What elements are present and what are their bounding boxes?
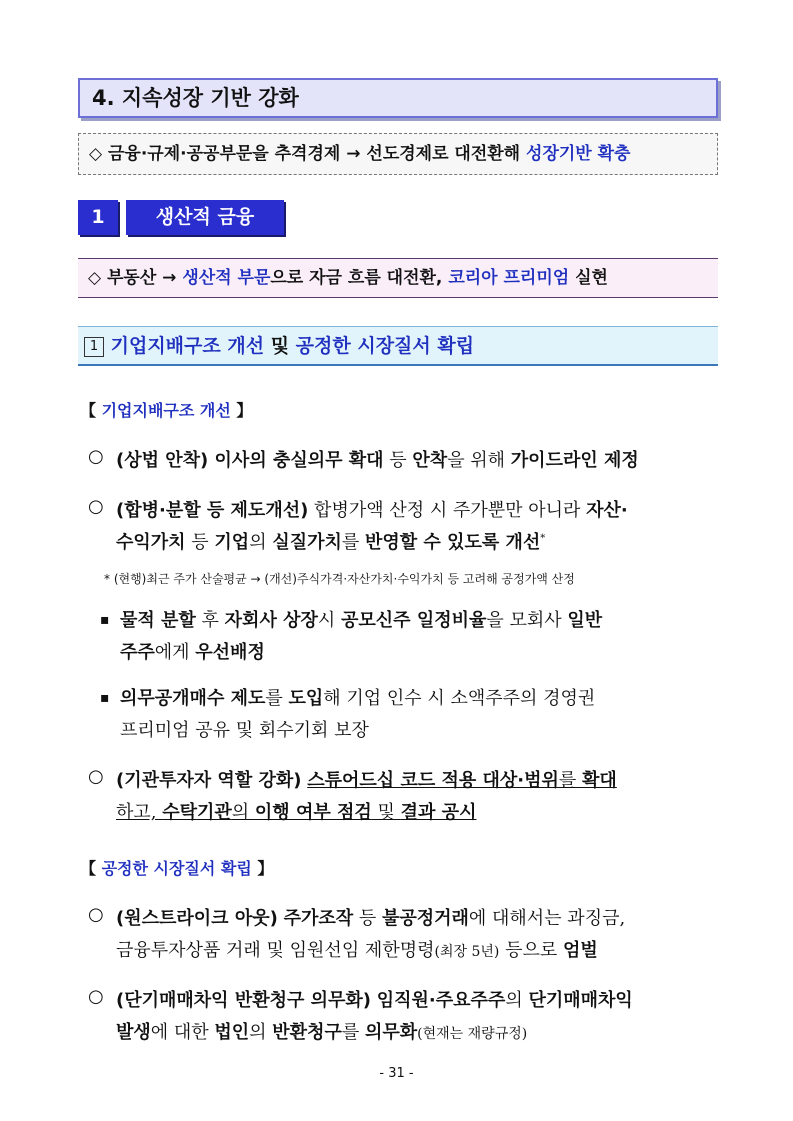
topic-title: 1 기업지배구조 개선 및 공정한 시장질서 확립 bbox=[78, 326, 718, 366]
sub-item: ▪ bbox=[100, 690, 110, 706]
list-item-text: (기관투자자 역할 강화) 스튜어드십 코드 적용 대상·범위를 확대 bbox=[116, 770, 617, 791]
list-item: ○ bbox=[88, 446, 104, 467]
heading-governance: 【 기업지배구조 개선 】 bbox=[80, 401, 253, 420]
list-item-text-cont: 하고, 수탁기관의 이행 여부 점검 및 결과 공시 bbox=[116, 802, 477, 823]
list-item-text: (원스트라이크 아웃) 주가조작 등 불공정거래에 대해서는 과징금, bbox=[116, 908, 626, 929]
list-item-text-cont: 금융투자상품 거래 및 임원선임 제한명령(최장 5년) 등으로 엄벌 bbox=[116, 940, 598, 961]
sub-item-text-cont: 프리미엄 공유 및 회수기회 보장 bbox=[120, 720, 369, 741]
subsection-summary: ◇ 부동산 → 생산적 부문으로 자금 흐름 대전환, 코리아 프리미엄 실현 bbox=[78, 258, 718, 298]
list-item-text: (상법 안착) 이사의 충실의무 확대 등 안착을 위해 가이드라인 제정 bbox=[116, 450, 639, 471]
sub-item-text: 물적 분할 후 자회사 상장시 공모신주 일정비율을 모회사 일반 bbox=[120, 610, 603, 631]
section-summary: ◇ 금융·규제·공공부문을 추격경제 → 선도경제로 대전환해 성장기반 확충 bbox=[78, 133, 718, 175]
sub-item: ▪ bbox=[100, 612, 110, 628]
list-item-text-cont: 수익가치 등 기업의 실질가치를 반영할 수 있도록 개선* bbox=[116, 532, 546, 553]
footnote: * (현행)최근 주가 산술평균 → (개선)주식가격·자산가치·수익가치 등 고려해 공정가액 산정 bbox=[104, 572, 575, 586]
heading-fair-market: 【 공정한 시장질서 확립 】 bbox=[80, 859, 274, 878]
list-item-text: (단기매매차익 반환청구 의무화) 임직원·주요주주의 단기매매차익 bbox=[116, 990, 633, 1011]
sub-item-text: 의무공개매수 제도를 도입해 기업 인수 시 소액주주의 경영권 bbox=[120, 688, 596, 709]
list-item: ○ bbox=[88, 986, 104, 1007]
subsection-title: 생산적 금융 bbox=[126, 200, 284, 235]
sub-item-text-cont: 주주에게 우선배정 bbox=[120, 642, 265, 663]
topic-marker: 1 bbox=[84, 337, 104, 357]
list-item: ○ bbox=[88, 766, 104, 787]
subsection-number: 1 bbox=[78, 200, 118, 235]
list-item-text: (합병·분할 등 제도개선) 합병가액 산정 시 주가뿐만 아니라 자산· bbox=[116, 500, 628, 521]
list-item: ○ bbox=[88, 496, 104, 517]
list-item-text-cont: 발생에 대한 법인의 반환청구를 의무화(현재는 재량규정) bbox=[116, 1022, 528, 1043]
page-number: - 31 - bbox=[379, 1066, 414, 1081]
section-title: 4. 지속성장 기반 강화 bbox=[78, 78, 718, 118]
list-item: ○ bbox=[88, 904, 104, 925]
